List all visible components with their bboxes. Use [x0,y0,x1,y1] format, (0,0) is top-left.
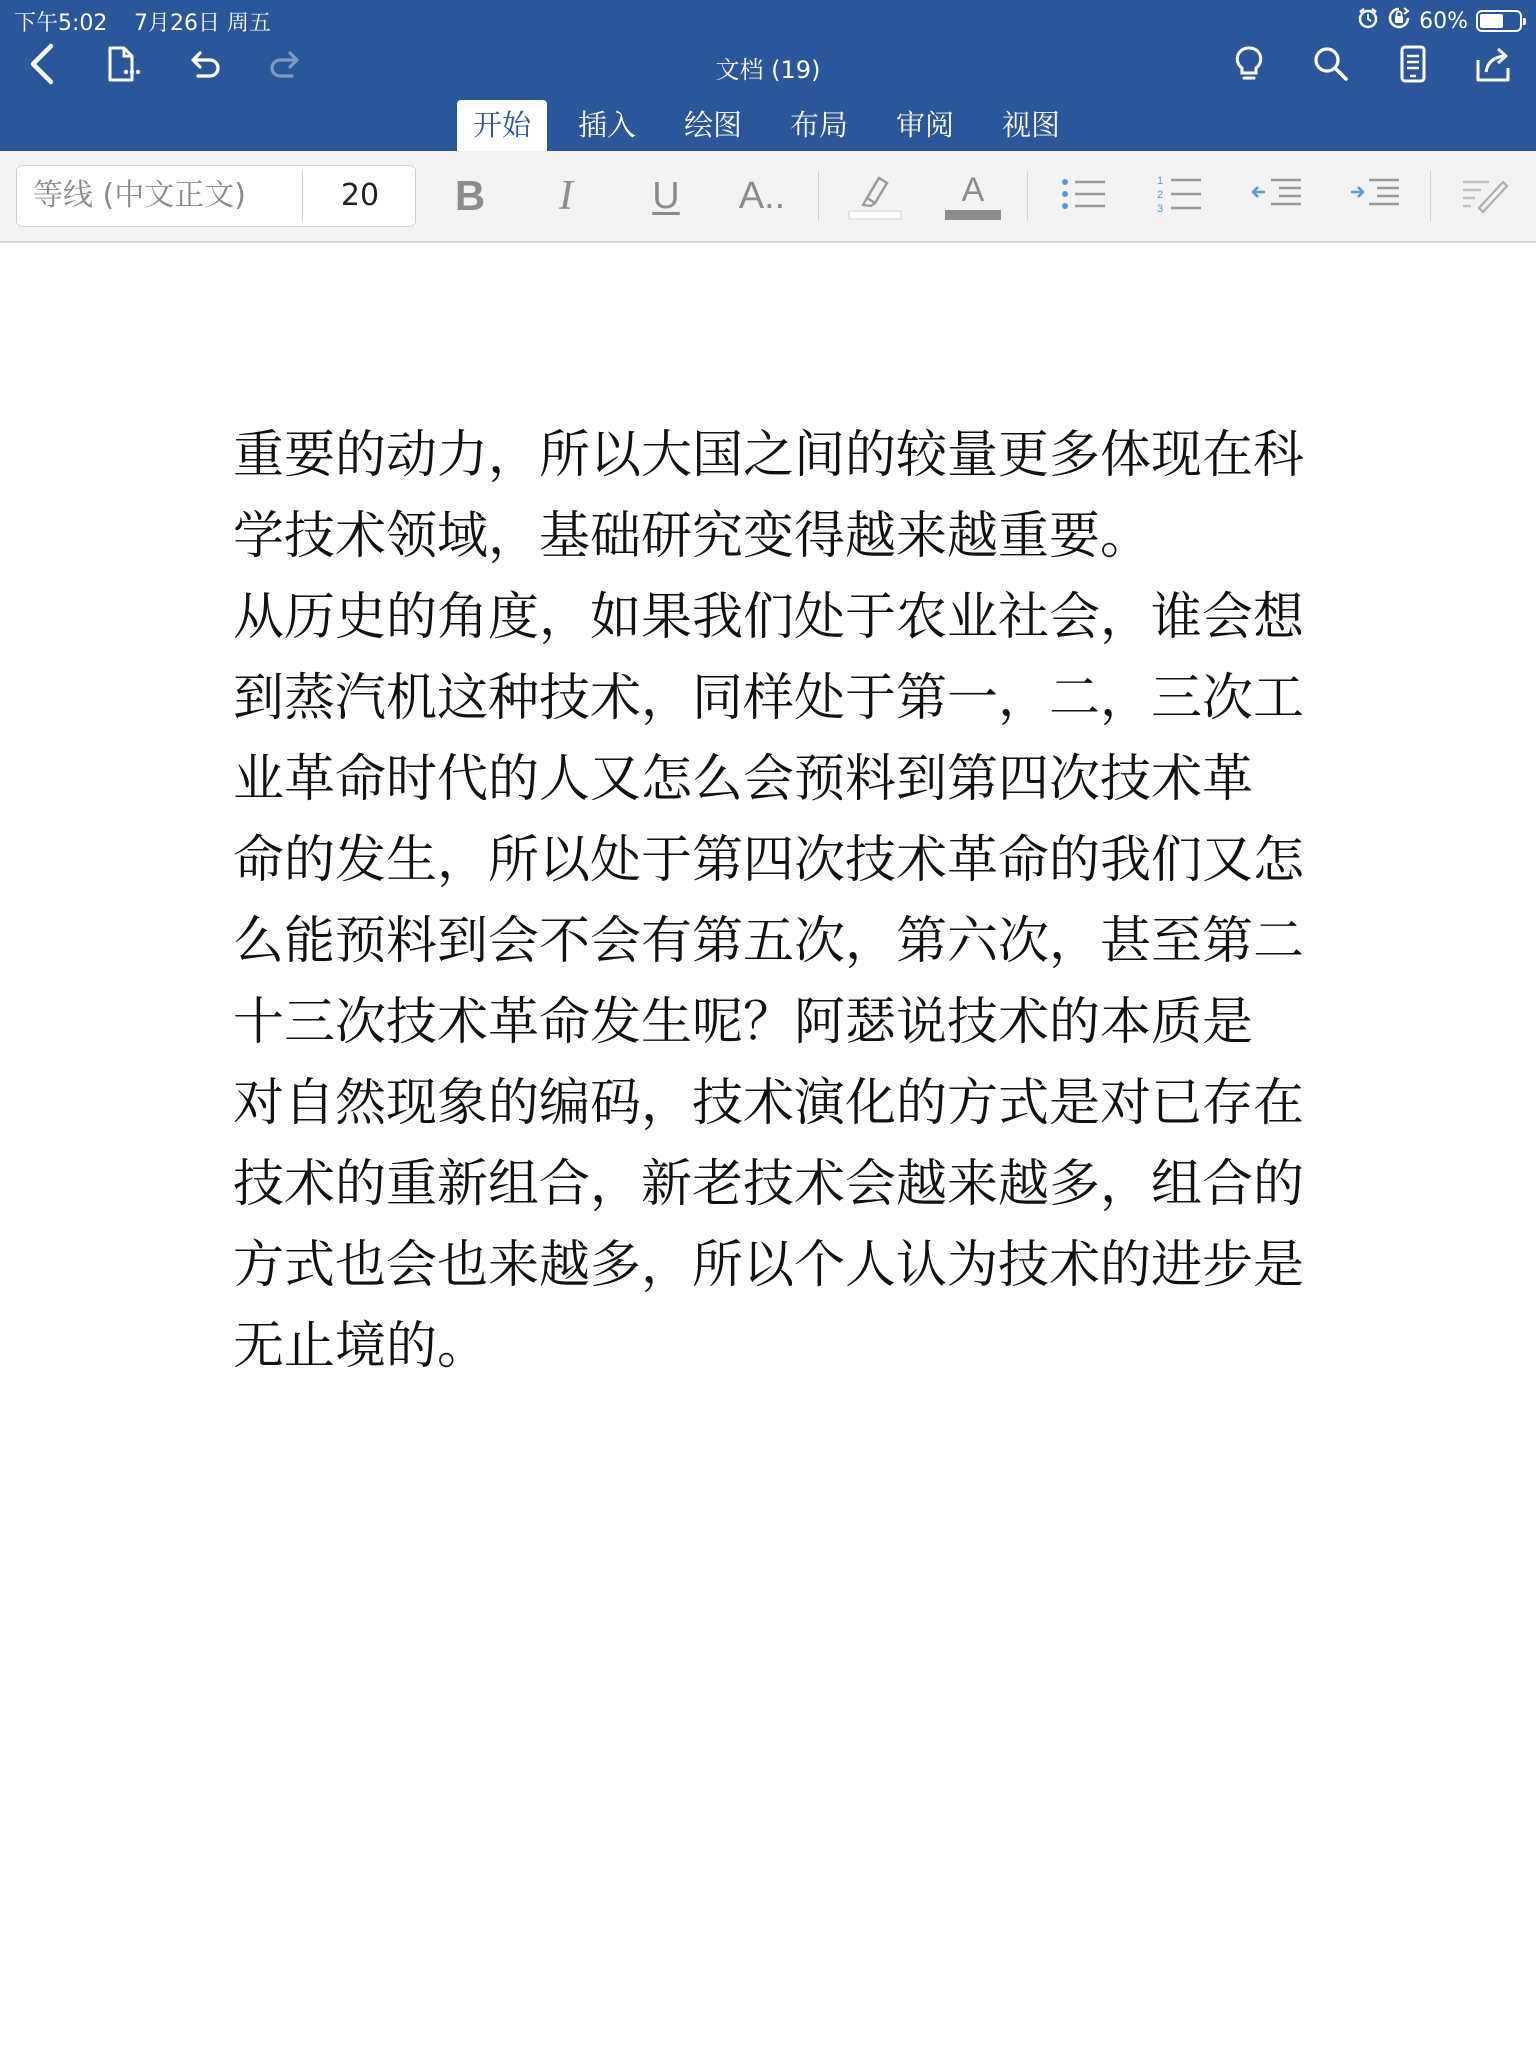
underline-icon: U [652,174,680,217]
document-body[interactable] [233,415,1313,1387]
status-date: 7月26日 周五 [134,11,271,36]
tab-draw[interactable]: 绘图 [684,108,743,142]
orientation-lock-icon [1387,6,1411,36]
tab-review[interactable]: 审阅 [896,108,955,142]
share-button[interactable] [1465,42,1521,90]
font-selector[interactable] [16,165,416,227]
bullet-list-icon [1059,174,1109,218]
ribbon-tabs [0,100,1536,151]
toolbar-separator [1027,171,1028,221]
paragraph-line: 方式也会也来越多，所以个人认为技术的进步是 [233,1236,1305,1295]
paragraph-line: 对自然现象的编码，技术演化的方式是对已存在 [233,1074,1305,1133]
highlight-button[interactable] [840,165,910,227]
paragraph-line: 重要的动力，所以大国之间的较量更多体现在科 [233,426,1305,485]
bold-button[interactable] [438,165,502,227]
title-bar [0,40,1536,92]
paragraph-line: 到蒸汽机这种技术，同样处于第一，二，三次工 [233,669,1305,728]
font-color-icon [945,172,1001,220]
document-page[interactable] [0,245,1536,2048]
paragraph-line: 么能预料到会不会有第五次，第六次，甚至第二 [233,912,1305,971]
status-indicators [1357,6,1522,36]
text-styles-icon: A.. [738,174,786,217]
toolbar-separator [818,171,819,221]
app-header [0,0,1536,151]
increase-indent-button[interactable] [1344,165,1408,227]
paragraph-line: 技术的重新组合，新老技术会越来越多，组合的 [233,1155,1305,1214]
tab-layout[interactable]: 布局 [790,108,849,142]
bullet-list-button[interactable] [1052,165,1116,227]
mobile-view-button[interactable] [1385,42,1441,90]
paragraph-line: 十三次技术革命发生呢？阿瑟说技术的本质是 [233,993,1254,1052]
paragraph-line: 学技术领域，基础研究变得越来越重要。 [233,507,1152,566]
tell-me-button[interactable] [1221,42,1277,90]
paragraph-line: 业革命时代的人又怎么会预料到第四次技术革 [233,750,1254,809]
font-color-label: A [961,171,985,209]
svg-text:2: 2 [1157,189,1164,201]
document-title: 文档 (19) [715,56,821,84]
numbered-list-icon [1155,172,1205,220]
svg-text:3: 3 [1157,203,1164,215]
alarm-icon [1357,7,1379,35]
italic-icon: I [559,173,573,219]
highlight-icon [845,168,905,224]
format-painter-icon [1459,174,1509,218]
numbered-list-button[interactable] [1148,165,1212,227]
tab-home[interactable]: 开始 [457,100,547,151]
font-color-swatch [945,210,1001,220]
formatting-toolbar [0,151,1536,243]
font-size-field[interactable]: 20 [340,178,380,213]
status-bar [0,0,1536,40]
text-styles-button[interactable] [730,165,794,227]
search-button[interactable] [1303,42,1359,90]
lightbulb-icon [1231,44,1267,88]
battery-percent: 60% [1419,8,1468,34]
search-icon [1311,44,1351,88]
share-icon [1472,44,1514,88]
mobile-view-icon [1398,44,1428,88]
format-painter-button[interactable] [1452,165,1516,227]
battery-icon [1476,10,1522,32]
italic-button[interactable] [534,165,598,227]
font-name-field[interactable]: 等线 (中文正文) [33,178,246,213]
toolbar-separator [1430,171,1431,221]
decrease-indent-icon [1251,174,1305,218]
paragraph-line: 无止境的。 [233,1317,489,1376]
battery-fill [1480,14,1503,28]
decrease-indent-button[interactable] [1246,165,1310,227]
paragraph-line: 从历史的角度，如果我们处于农业社会，谁会想 [233,588,1305,647]
svg-text:1: 1 [1157,175,1164,187]
tab-view[interactable]: 视图 [1002,108,1061,142]
status-time: 下午5:02 [14,11,108,36]
increase-indent-icon [1349,174,1403,218]
font-color-button[interactable] [938,165,1008,227]
tab-insert[interactable]: 插入 [578,108,637,142]
paragraph-line: 命的发生，所以处于第四次技术革命的我们又怎 [233,831,1305,890]
bold-icon: B [454,172,486,219]
underline-button[interactable] [634,165,698,227]
